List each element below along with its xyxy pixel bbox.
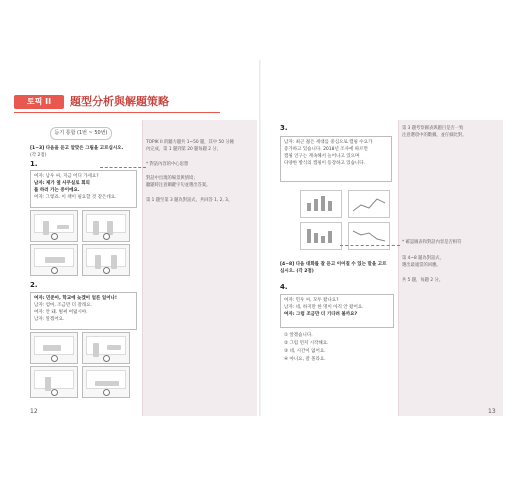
q3-option-3-chart[interactable] — [300, 222, 342, 250]
q2-option-1-image[interactable] — [30, 332, 78, 364]
q4-option-3[interactable]: ③ 네, 시간이 없어요. — [284, 349, 326, 354]
question-2-number: 2. — [30, 281, 38, 289]
title-rule — [14, 112, 220, 113]
q4-line-2: 남자: 네, 하지만 한 명이 아직 안 왔어요. — [284, 305, 364, 310]
chart-bar — [307, 203, 311, 211]
section-title: 題型分析與解題策略 — [70, 95, 169, 108]
chart-bar — [314, 233, 318, 243]
q4-line-1: 여자: 민우 씨, 모두 왔나요? — [284, 298, 339, 303]
line-chart-svg — [349, 191, 389, 217]
q2-line-3: 여자: 안 돼. 벌써 여덟시야. — [34, 310, 88, 315]
right-side-line-5: 選出最適當的回應。 — [402, 263, 441, 268]
question-2-script-box — [30, 292, 137, 330]
left-side-line-5: 聽題時注意關鍵字句並選出答案。 — [146, 183, 211, 188]
right-side-line-2: 注意選項中的數據，並仔細比對。 — [402, 133, 467, 138]
q1-line-4: 여자: 그렇죠. 이 책이 필요할 것 같은데요. — [34, 195, 117, 200]
q1-option-2-image[interactable] — [82, 210, 130, 242]
q3-option-2-chart[interactable] — [348, 190, 390, 218]
question-3-number: 3. — [280, 124, 288, 132]
q2-option-3-image[interactable] — [30, 366, 78, 398]
q1-line-1: 여자: 남우 씨, 지금 어디 가세요? — [34, 174, 99, 179]
question-4-number: 4. — [280, 283, 288, 291]
question-3-script-box — [280, 136, 392, 182]
left-side-line-6: 第 1 題至第 3 題為對話式，共回答 1, 2, 3。 — [146, 198, 233, 203]
chart-bar — [328, 201, 332, 211]
right-side-line-6: 共 5 題，每題 2 分。 — [402, 278, 444, 283]
q4-option-4[interactable]: ④ 아니요, 잘 몰라요. — [284, 357, 326, 362]
q1-option-4-image[interactable] — [82, 244, 130, 276]
q2-line-2: 남자: 엄마, 조금만 더 잘래요. — [34, 303, 92, 308]
q2-line-4: 남자: 알겠어요. — [34, 317, 65, 322]
topik-tab-badge: 토픽 II — [14, 95, 64, 109]
question-1-number: 1. — [30, 160, 38, 168]
question-4-script-box — [280, 294, 394, 328]
q3-line-4: 다양한 방식의 캠핑이 등장하고 있습니다. — [284, 161, 366, 166]
right-callout-arrow — [340, 245, 400, 246]
q1-option-3-image[interactable] — [30, 244, 78, 276]
left-side-line-4: 對話中出現的場景與情境； — [146, 176, 198, 181]
q3-line-3: 캠핑 인구는 계속해서 늘어나고 있으며 — [284, 154, 360, 159]
question-1-script-box — [30, 170, 137, 208]
right-side-line-4: 第 4~8 題為對話式， — [402, 256, 444, 261]
chart-bar — [314, 199, 318, 211]
right-side-line-1: 第 3 題考察圖表與題目是否一致 — [402, 126, 464, 131]
listening-range-pill: 듣기 통합 (1번 ~ 50번) — [50, 127, 112, 140]
instruction-text: [1~3] 다음을 듣고 알맞은 그림을 고르십시오. — [30, 146, 124, 151]
q3-line-1: 남자: 최근 젊은 세대를 중심으로 캠핑 수요가 — [284, 140, 373, 145]
left-side-line-1: TOPIK II 的聽力題共 1~50 題，其中 50 分鐘 — [146, 140, 234, 145]
left-page-number: 12 — [30, 408, 38, 415]
q4-option-1[interactable]: ① 알겠습니다. — [284, 333, 313, 338]
q2-option-4-image[interactable] — [82, 366, 130, 398]
page-fold — [259, 60, 261, 416]
left-side-line-2: 內完成，第 1 題到第 20 題每題 2 分， — [146, 147, 221, 152]
q3-option-1-chart[interactable] — [300, 190, 342, 218]
q1-option-1-image[interactable] — [30, 210, 78, 242]
chart-bar — [307, 229, 311, 243]
chart-bar — [321, 236, 325, 243]
q4-option-2[interactable]: ② 그럼 먼저 시작해요. — [284, 341, 329, 346]
q4-line-3: 여자: 그럼 조금만 더 기다려 볼까요? — [284, 312, 358, 317]
q3-line-2: 증가하고 있습니다. 2018년 조사에 따르면 — [284, 147, 368, 152]
q2-option-2-image[interactable] — [82, 332, 130, 364]
left-callout-arrow — [100, 167, 146, 168]
left-side-line-3: * 對話內容的中心思想 — [146, 162, 189, 167]
q2-line-1: 여자: 민준아, 학교에 늦겠어 얼른 일어나! — [34, 296, 117, 301]
right-side-line-3: * 確認圖表和對話內容是否相符 — [402, 240, 462, 245]
points-note: (각 2점) — [30, 153, 47, 158]
chart-bar — [321, 196, 325, 211]
chart-bar — [328, 231, 332, 243]
q1-line-3: 를 하러 가는 중이에요. — [34, 188, 80, 193]
instruction-4-8-cont: 십시오. (각 2점) — [280, 269, 314, 274]
instruction-4-8: [4~8] 다음 대화를 잘 듣고 이어질 수 있는 말을 고르 — [280, 262, 387, 267]
q1-line-2: 남자: 제가 옆 사무실로 회의 — [34, 181, 90, 186]
right-page-number: 13 — [488, 408, 496, 415]
